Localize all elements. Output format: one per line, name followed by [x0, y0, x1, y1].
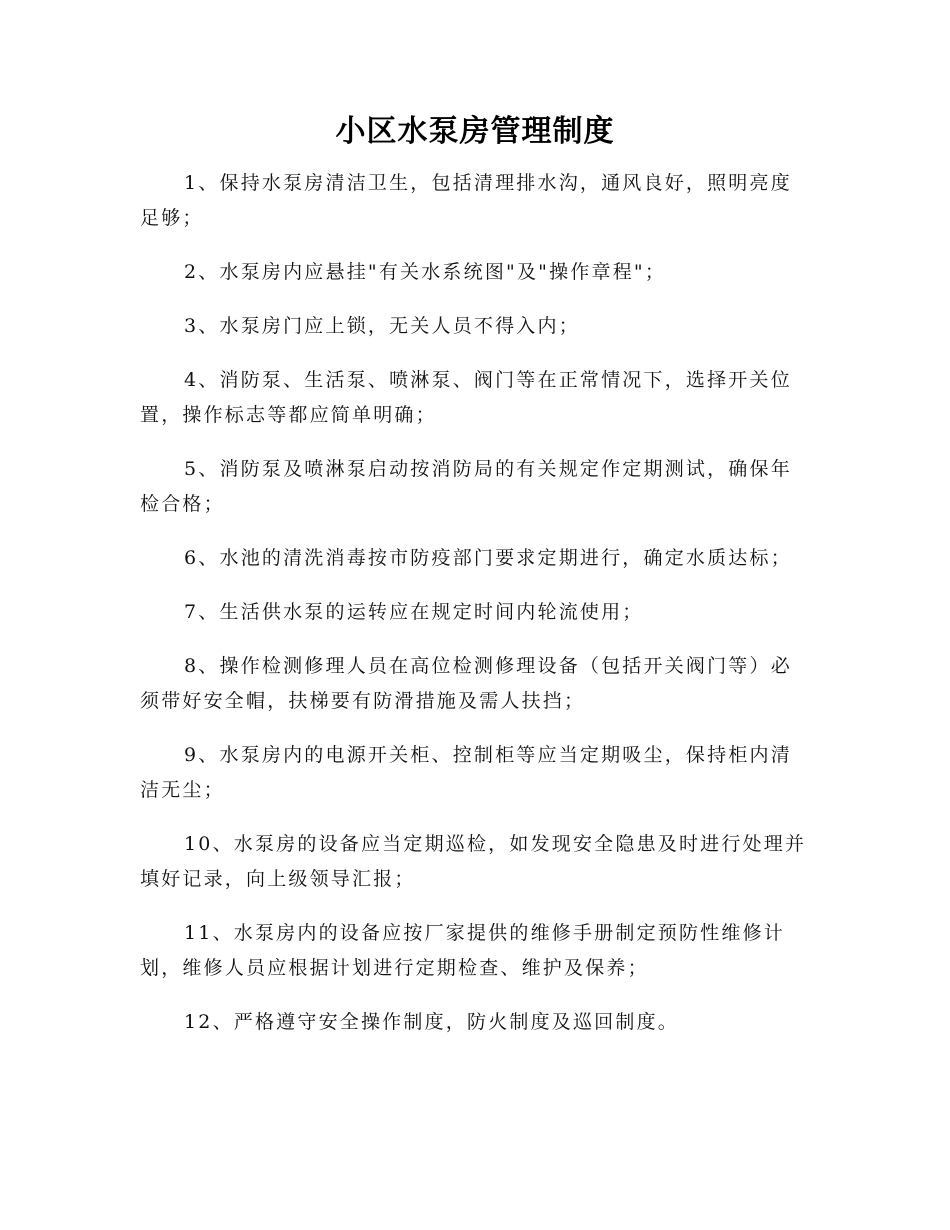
- rule-paragraph: 11、水泵房内的设备应按厂家提供的维修手册制定预防性维修计划，维修人员应根据计划进行定期检查、维护及保养；: [140, 922, 785, 979]
- rule-paragraph: 7、生活供水泵的运转应在规定时间内轮流使用；: [184, 601, 644, 623]
- document-body: [140, 166, 812, 1059]
- rule-paragraph: 9、水泵房内的电源开关柜、控制柜等应当定期吸尘，保持柜内清洁无尘；: [140, 744, 792, 801]
- rule-paragraph: 2、水泵房内应悬挂"有关水系统图"及"操作章程"；: [184, 261, 667, 283]
- rule-paragraph: 8、操作检测修理人员在高位检测修理设备（包括开关阀门等）必须带好安全帽，扶梯要有防滑措施及需人扶挡；: [140, 655, 792, 712]
- rule-paragraph: 12、严格遵守安全操作制度，防火制度及巡回制度。: [184, 1011, 679, 1033]
- rule-paragraph: 10、水泵房的设备应当定期巡检，如发现安全隐患及时进行处理并填好记录，向上级领导汇报；: [140, 833, 807, 890]
- rule-paragraph: 6、水池的清洗消毒按市防疫部门要求定期进行，确定水质达标；: [184, 547, 792, 569]
- rule-paragraph: 1、保持水泵房清洁卫生，包括清理排水沟，通风良好，照明亮度足够；: [140, 172, 792, 229]
- rule-paragraph: 5、消防泵及喷淋泵启动按消防局的有关规定作定期测试，确保年检合格；: [140, 458, 792, 515]
- rule-paragraph: 4、消防泵、生活泵、喷淋泵、阀门等在正常情况下，选择开关位置，操作标志等都应简单明确；: [140, 369, 792, 426]
- document-title: 小区水泵房管理制度: [335, 114, 615, 149]
- rule-paragraph: 3、水泵房门应上锁，无关人员不得入内；: [184, 315, 580, 337]
